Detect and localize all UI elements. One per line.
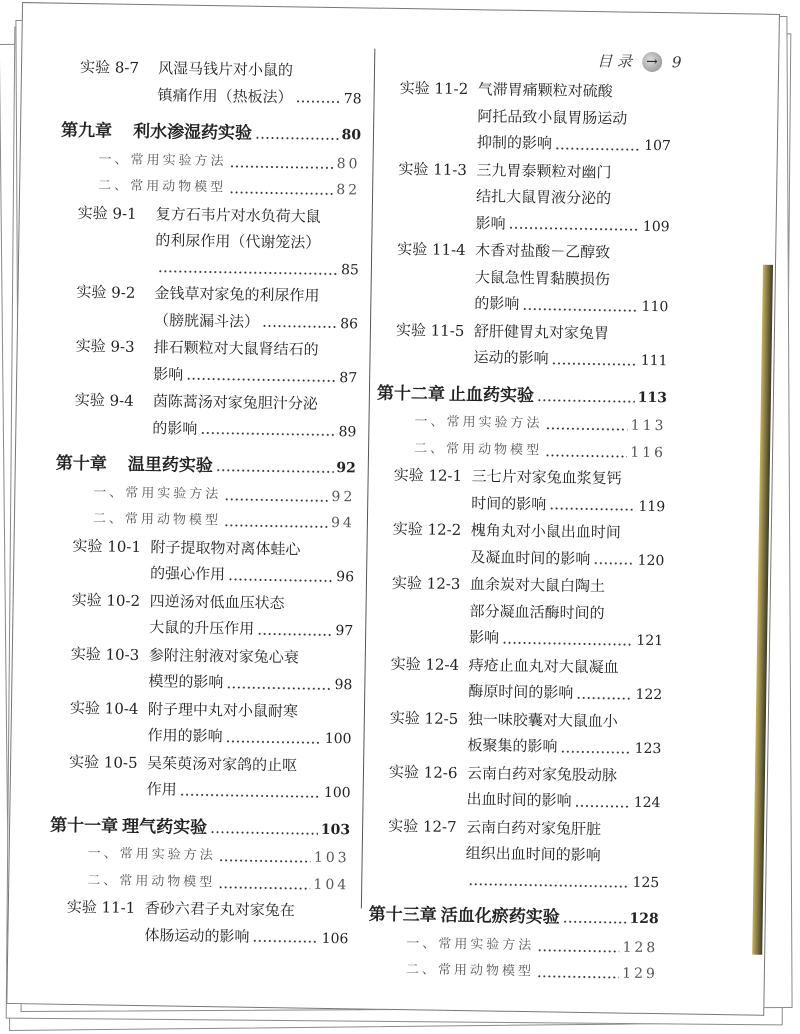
page-number: 129 bbox=[622, 965, 658, 983]
leader-dots bbox=[549, 507, 635, 512]
page-number: 94 bbox=[330, 514, 356, 532]
leader-dots bbox=[219, 858, 311, 863]
experiment-title bbox=[475, 157, 670, 241]
title-line bbox=[469, 598, 663, 628]
arrow-icon: → bbox=[642, 51, 662, 71]
title-line bbox=[465, 867, 659, 897]
page-number: 103 bbox=[313, 849, 350, 867]
title-line-text: 的强心作用 bbox=[149, 564, 226, 584]
title-line-text: 复方石韦片对水负荷大鼠 bbox=[155, 204, 321, 226]
experiment-title bbox=[465, 814, 660, 897]
title-line-text: 的利尿作用（代谢笼法） bbox=[155, 231, 321, 252]
chapter-title: 利水渗湿药实验 bbox=[132, 121, 253, 144]
toc-chapter-entry[interactable] bbox=[61, 118, 361, 149]
leader-dots bbox=[200, 431, 335, 437]
title-line-text: 附子理中丸对小鼠耐寒 bbox=[147, 699, 299, 720]
toc-experiment-entry[interactable] bbox=[61, 54, 362, 113]
section-title: 二、常用动物模型 bbox=[92, 511, 222, 529]
title-line bbox=[155, 254, 359, 284]
section-title: 一、常用实验方法 bbox=[98, 151, 227, 169]
title-line bbox=[470, 544, 664, 575]
leader-dots bbox=[229, 191, 333, 197]
page-number: 109 bbox=[642, 218, 670, 235]
title-line-text: 木香对盐酸－乙醇致 bbox=[475, 241, 611, 262]
title-line bbox=[147, 750, 351, 780]
title-line-text: 茵陈蒿汤对家兔胆汁分泌 bbox=[152, 392, 318, 413]
title-line-text: 模型的影响 bbox=[148, 672, 224, 692]
page-number: 100 bbox=[323, 784, 351, 802]
title-line-text: 槐角丸对小鼠出血时间 bbox=[470, 521, 621, 542]
section-title: 一、常用实验方法 bbox=[93, 484, 222, 502]
title-line bbox=[150, 560, 354, 591]
chapter-number: 第十章 bbox=[55, 453, 107, 475]
toc-experiment-entry[interactable] bbox=[51, 694, 352, 753]
experiment-title bbox=[469, 571, 664, 655]
title-line-text: 结扎大鼠胃液分泌的 bbox=[475, 187, 612, 208]
chapter-title: 理气药实验 bbox=[121, 816, 208, 838]
leader-dots bbox=[262, 324, 337, 329]
section-title: 二、常用动物模型 bbox=[413, 440, 543, 458]
experiment-label: 实验 11-5 bbox=[395, 320, 465, 340]
experiment-label: 实验 12-3 bbox=[391, 573, 461, 594]
title-line bbox=[150, 534, 354, 564]
chapter-number: 第十一章 bbox=[49, 815, 119, 837]
title-line-text: 体肠运动的影响 bbox=[144, 925, 250, 946]
title-line-text: 云南白药对家兔股动脉 bbox=[466, 763, 618, 784]
page-number: 106 bbox=[321, 930, 349, 947]
title-line-text: 金钱草对家兔的利尿作用 bbox=[154, 284, 320, 305]
leader-dots bbox=[216, 468, 334, 474]
experiment-label: 实验 11-4 bbox=[397, 239, 466, 260]
experiment-label: 实验 12-5 bbox=[389, 708, 459, 728]
page-number: 113 bbox=[637, 389, 668, 406]
experiment-title bbox=[157, 55, 362, 112]
section-title: 一、常用实验方法 bbox=[87, 846, 216, 864]
experiment-label: 实验 9-2 bbox=[76, 282, 136, 302]
experiment-title bbox=[473, 318, 668, 375]
title-line bbox=[475, 210, 669, 241]
running-header bbox=[597, 50, 682, 72]
section-title: 一、常用实验方法 bbox=[414, 414, 543, 432]
leader-dots bbox=[210, 830, 318, 836]
title-line-text: 作用的影响 bbox=[147, 726, 223, 746]
leader-dots bbox=[537, 398, 635, 404]
toc-chapter-entry[interactable] bbox=[56, 451, 356, 482]
leader-dots bbox=[158, 269, 338, 276]
title-line-text: 气滞胃痛颗粒对硫酸 bbox=[477, 80, 613, 101]
title-line-text: 及凝血时间的影响 bbox=[470, 547, 591, 568]
leader-dots bbox=[563, 920, 627, 925]
experiment-title bbox=[148, 642, 353, 699]
title-line bbox=[474, 318, 668, 348]
title-line-text: 三九胃泰颗粒对幽门 bbox=[476, 160, 612, 181]
leader-dots bbox=[537, 975, 619, 980]
title-line bbox=[147, 722, 351, 753]
experiment-title bbox=[146, 750, 351, 807]
experiment-label: 实验 12-7 bbox=[388, 816, 457, 836]
title-line bbox=[144, 922, 348, 953]
leader-dots bbox=[576, 696, 632, 701]
title-line-text: 排石颗粒对大鼠肾结石的 bbox=[153, 338, 319, 359]
toc-left-column bbox=[48, 54, 362, 953]
title-line bbox=[469, 624, 663, 655]
page-number: 89 bbox=[338, 423, 357, 440]
experiment-title bbox=[147, 696, 352, 753]
page-number: 119 bbox=[638, 498, 666, 515]
title-line-text: 组织出血时间的影响 bbox=[465, 844, 601, 865]
title-line-text: 板聚集的影响 bbox=[467, 736, 558, 756]
toc-experiment-entry[interactable] bbox=[371, 704, 662, 763]
title-line-text: 的影响 bbox=[474, 294, 520, 313]
leader-dots bbox=[252, 939, 318, 944]
leader-dots bbox=[257, 632, 332, 637]
page-number: 128 bbox=[622, 939, 659, 956]
experiment-label: 实验 10-5 bbox=[68, 752, 138, 772]
title-line-text: 时间的影响 bbox=[471, 493, 547, 513]
experiment-label: 实验 10-4 bbox=[69, 698, 139, 718]
page-number: 116 bbox=[630, 444, 667, 461]
experiment-label: 实验 12-2 bbox=[392, 519, 462, 540]
title-line bbox=[149, 642, 353, 672]
title-line-text: 附子提取物对离体蛙心 bbox=[150, 537, 301, 558]
experiment-title bbox=[152, 388, 357, 445]
toc-experiment-entry[interactable] bbox=[381, 75, 672, 160]
title-line-text: 独一味胶囊对大鼠血小 bbox=[467, 709, 618, 730]
page-number: 92 bbox=[331, 488, 356, 505]
experiment-label: 实验 9-3 bbox=[75, 336, 135, 356]
title-line-text: 大鼠的升压作用 bbox=[149, 618, 255, 638]
title-line bbox=[477, 103, 671, 133]
leader-dots bbox=[180, 792, 321, 798]
section-title: 一、常用实验方法 bbox=[406, 935, 535, 953]
leader-dots bbox=[224, 497, 328, 503]
section-title: 二、常用动物模型 bbox=[87, 872, 216, 890]
experiment-title bbox=[468, 652, 663, 709]
toc-experiment-entry[interactable] bbox=[52, 640, 353, 699]
experiment-label: 实验 12-1 bbox=[393, 465, 463, 486]
title-line bbox=[468, 652, 662, 682]
experiment-title bbox=[466, 760, 661, 817]
experiment-title bbox=[149, 588, 354, 645]
toc-experiment-entry[interactable] bbox=[50, 748, 351, 807]
toc-experiment-entry[interactable] bbox=[369, 812, 660, 896]
leader-dots bbox=[545, 453, 627, 458]
experiment-label: 实验 10-2 bbox=[71, 590, 141, 610]
page-number: 92 bbox=[336, 460, 356, 477]
page-number: 80 bbox=[341, 127, 362, 144]
leader-dots bbox=[545, 427, 627, 432]
title-line-text: 大鼠急性胃黏膜损伤 bbox=[474, 267, 610, 288]
experiment-title bbox=[474, 237, 669, 321]
title-line bbox=[145, 895, 349, 925]
title-line bbox=[466, 840, 660, 870]
leader-dots bbox=[186, 377, 336, 383]
toc-right-column bbox=[368, 75, 672, 988]
chapter-title: 止血药实验 bbox=[448, 384, 535, 406]
title-line-text: 参附注射液对家兔心衰 bbox=[148, 645, 299, 666]
experiment-title bbox=[153, 334, 358, 391]
page-number: 97 bbox=[335, 623, 354, 640]
title-line-text: （膀胱漏斗法） bbox=[153, 310, 260, 331]
title-line bbox=[149, 588, 353, 618]
leader-dots bbox=[468, 882, 629, 889]
title-line-text: 影响 bbox=[468, 628, 500, 647]
leader-dots bbox=[225, 739, 321, 745]
experiment-label: 实验 11-3 bbox=[398, 159, 468, 179]
leader-dots bbox=[296, 100, 341, 105]
title-line bbox=[154, 307, 358, 338]
toc-experiment-entry[interactable] bbox=[379, 155, 670, 240]
toc-experiment-entry[interactable] bbox=[370, 758, 661, 817]
leader-dots bbox=[574, 804, 630, 809]
page-number: 78 bbox=[343, 90, 362, 107]
title-line bbox=[470, 571, 664, 601]
title-line-text: 作用 bbox=[146, 780, 177, 799]
page-number: 100 bbox=[324, 730, 352, 748]
page-number: 96 bbox=[336, 569, 355, 586]
title-line-text: 抑制的影响 bbox=[476, 133, 553, 153]
experiment-title bbox=[155, 201, 360, 284]
title-line-text: 云南白药对家兔肝脏 bbox=[466, 817, 602, 838]
title-line bbox=[468, 678, 662, 709]
title-line-text: 影响 bbox=[153, 364, 184, 384]
page-number: 104 bbox=[313, 876, 350, 893]
header-title: 目 录 bbox=[597, 52, 633, 71]
page-number: 82 bbox=[336, 182, 361, 199]
title-line bbox=[158, 55, 362, 85]
title-line bbox=[466, 786, 660, 817]
page-number: 85 bbox=[340, 261, 360, 278]
title-line bbox=[153, 361, 357, 392]
title-line bbox=[153, 334, 357, 364]
title-line-text: 四逆汤对低血压状态 bbox=[149, 591, 285, 612]
leader-dots bbox=[255, 136, 339, 141]
title-line bbox=[148, 668, 352, 699]
page-number: 87 bbox=[339, 369, 358, 386]
title-line bbox=[474, 290, 668, 321]
leader-dots bbox=[502, 640, 633, 646]
experiment-title bbox=[467, 706, 662, 763]
leader-dots bbox=[509, 226, 640, 232]
toc-experiment-entry[interactable] bbox=[56, 387, 357, 446]
toc-experiment-entry[interactable] bbox=[53, 586, 354, 645]
page-number: 107 bbox=[644, 137, 671, 155]
page-number: 121 bbox=[636, 632, 664, 650]
leader-dots bbox=[551, 361, 637, 366]
title-line bbox=[152, 415, 356, 446]
page-number: 124 bbox=[633, 794, 661, 812]
experiment-title bbox=[144, 895, 349, 952]
leader-dots bbox=[555, 146, 641, 151]
toc-chapter-entry[interactable] bbox=[50, 812, 350, 843]
toc-experiment-entry[interactable] bbox=[48, 894, 349, 953]
page-number: 86 bbox=[340, 315, 359, 332]
page-number: 80 bbox=[336, 155, 361, 172]
page-number: 128 bbox=[629, 910, 659, 928]
page-number: 113 bbox=[630, 417, 667, 435]
toc-experiment-entry[interactable] bbox=[377, 316, 668, 375]
title-line bbox=[154, 280, 358, 310]
title-line-text: 舒肝健胃丸对家兔胃 bbox=[473, 321, 610, 342]
leader-dots bbox=[218, 885, 310, 890]
title-line bbox=[471, 463, 665, 493]
title-line bbox=[153, 388, 357, 418]
experiment-title bbox=[477, 76, 672, 160]
title-line-text: 阿托品致小鼠胃肠运动 bbox=[477, 106, 628, 128]
title-line-text: 痔疮止血丸对大鼠凝血 bbox=[468, 655, 619, 676]
experiment-label: 实验 10-1 bbox=[72, 536, 142, 556]
title-line bbox=[148, 696, 352, 726]
title-line bbox=[476, 157, 670, 187]
title-line-text: 影响 bbox=[475, 213, 506, 233]
page-number: 110 bbox=[641, 298, 669, 316]
toc-chapter-entry[interactable] bbox=[377, 380, 667, 411]
title-line bbox=[467, 732, 661, 763]
leader-dots bbox=[229, 164, 333, 170]
experiment-title bbox=[471, 463, 666, 520]
title-line-text: 香砂六君子丸对家兔在 bbox=[144, 899, 295, 920]
toc-experiment-entry[interactable] bbox=[57, 333, 358, 392]
toc-experiment-entry[interactable] bbox=[375, 462, 666, 521]
section-title: 二、常用动物模型 bbox=[98, 178, 227, 196]
title-line bbox=[157, 82, 361, 113]
experiment-label: 实验 8-7 bbox=[79, 57, 140, 77]
header-page-number: 9 bbox=[671, 52, 682, 71]
title-line bbox=[146, 776, 350, 807]
toc-section-entry[interactable] bbox=[368, 957, 658, 988]
toc-experiment-entry[interactable] bbox=[374, 516, 665, 575]
title-line-text: 镇痛作用（热板法） bbox=[157, 85, 293, 106]
title-line bbox=[475, 237, 669, 267]
leader-dots bbox=[226, 685, 331, 691]
leader-dots bbox=[537, 948, 619, 953]
title-line bbox=[471, 490, 665, 521]
experiment-title bbox=[150, 534, 355, 591]
experiment-label: 实验 10-3 bbox=[70, 644, 140, 664]
section-title: 二、常用动物模型 bbox=[405, 962, 535, 980]
title-line-text: 酶原时间的影响 bbox=[468, 682, 574, 702]
experiment-label: 实验 11-1 bbox=[66, 897, 136, 917]
title-line-text: 吴茱萸汤对家鸽的止呕 bbox=[146, 753, 298, 774]
experiment-label: 实验 9-1 bbox=[77, 203, 137, 223]
title-line bbox=[473, 344, 667, 375]
toc-experiment-entry[interactable] bbox=[373, 570, 664, 655]
chapter-number: 第九章 bbox=[60, 120, 113, 142]
toc-experiment-entry[interactable] bbox=[54, 532, 355, 591]
title-line bbox=[467, 760, 661, 790]
experiment-title bbox=[470, 517, 665, 574]
leader-dots bbox=[593, 561, 634, 566]
title-line bbox=[466, 814, 660, 844]
title-line-text: 的影响 bbox=[152, 418, 198, 438]
chapter-title: 活血化瘀药实验 bbox=[440, 905, 560, 928]
experiment-title bbox=[154, 280, 359, 337]
toc-experiment-entry[interactable] bbox=[378, 236, 669, 321]
leader-dots bbox=[224, 524, 328, 530]
experiment-label: 实验 12-6 bbox=[388, 762, 458, 782]
page-number: 111 bbox=[640, 352, 668, 370]
chapter-number: 第十三章 bbox=[368, 904, 437, 926]
toc-experiment-entry[interactable] bbox=[372, 650, 663, 709]
experiment-label: 实验 9-4 bbox=[74, 390, 134, 410]
toc-experiment-entry[interactable] bbox=[59, 199, 360, 283]
title-line-text: 三七片对家兔血浆复钙 bbox=[471, 467, 622, 488]
toc-experiment-entry[interactable] bbox=[58, 279, 359, 338]
title-line bbox=[476, 183, 670, 213]
title-line-text: 部分凝血活酶时间的 bbox=[469, 601, 605, 622]
chapter-number: 第十二章 bbox=[376, 383, 446, 405]
title-line-text: 运动的影响 bbox=[473, 348, 549, 368]
title-line-text: 出血时间的影响 bbox=[466, 790, 572, 810]
leader-dots bbox=[228, 577, 333, 583]
title-line bbox=[149, 614, 353, 645]
page-number: 122 bbox=[635, 686, 663, 704]
title-line bbox=[475, 264, 669, 294]
toc-chapter-entry[interactable] bbox=[369, 902, 659, 933]
leader-dots bbox=[522, 307, 638, 313]
title-line bbox=[471, 517, 665, 547]
toc-page bbox=[6, 2, 780, 1016]
experiment-label: 实验 12-4 bbox=[390, 654, 460, 674]
page-number: 120 bbox=[637, 552, 665, 569]
page-number: 123 bbox=[634, 740, 662, 758]
experiment-label: 实验 11-2 bbox=[399, 78, 469, 99]
page-number: 98 bbox=[334, 677, 353, 694]
title-line bbox=[477, 129, 671, 160]
leader-dots bbox=[560, 749, 631, 754]
page-number: 103 bbox=[320, 821, 351, 838]
title-line-text: 血余炭对大鼠白陶土 bbox=[469, 575, 606, 596]
title-line bbox=[155, 227, 359, 257]
title-line bbox=[468, 706, 662, 736]
title-line bbox=[478, 76, 672, 106]
page-number: 125 bbox=[632, 874, 660, 891]
title-line-text: 风湿马钱片对小鼠的 bbox=[157, 59, 294, 80]
chapter-title: 温里药实验 bbox=[127, 454, 213, 477]
title-line bbox=[156, 201, 360, 231]
